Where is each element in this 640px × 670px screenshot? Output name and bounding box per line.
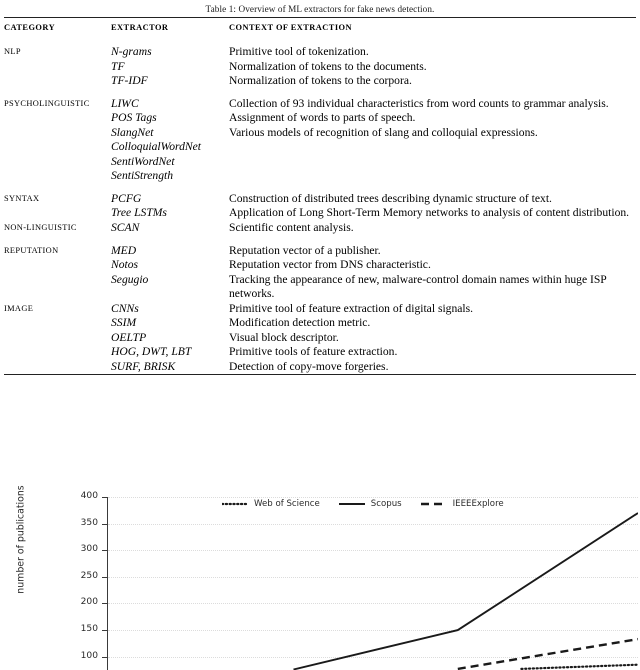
chart-series-ieeeexplore [458,639,638,669]
cell-extractor: PCFG [111,191,142,205]
chart-y-tick-label: 200 [80,597,98,608]
column-header-context: CONTEXT OF EXTRACTION [229,18,636,38]
cell-category: NLP [4,47,21,56]
chart-legend [222,499,504,509]
chart-y-tick-label: 350 [80,517,98,528]
chart-y-tick-mark [102,630,107,631]
cell-category [4,206,111,221]
cell-category [4,140,111,155]
legend-item-web-of-science[interactable] [222,499,320,509]
table-header-row [4,18,636,38]
cell-context: Application of Long Short-Term Memory networks to analysis of content distribution. [229,206,630,220]
table-row [4,331,636,346]
table-row [4,302,636,317]
table-row [4,126,636,141]
cell-extractor: POS Tags [111,111,157,125]
cell-category [4,155,111,170]
table-row [4,360,636,375]
legend-label: Scopus [370,499,402,509]
cell-extractor: SURF, BRISK [111,359,176,373]
cell-category: IMAGE [4,303,34,313]
legend-item-ieeeexplore[interactable] [421,499,504,509]
cell-extractor: LIWC [111,96,139,110]
cell-context: Reputation vector of a publisher. [229,243,381,257]
table-container [0,17,640,375]
chart-y-tick-label: 250 [80,570,98,581]
chart-y-tick-mark [102,524,107,525]
cell-context: Detection of copy-move forgeries. [229,359,389,373]
cell-extractor: CNNs [111,301,139,315]
cell-context: Construction of distributed trees describing dynamic structure of text. [229,191,552,205]
table-row [4,89,636,112]
cell-category: PSYCHOLINGUISTIC [4,98,90,108]
cell-extractor: Segugio [111,272,149,286]
cell-category [4,360,111,375]
cell-context: Primitive tool of feature extraction of digital signals. [229,301,474,315]
cell-category [4,345,111,360]
cell-category [4,111,111,126]
cell-extractor: N-grams [111,45,152,58]
cell-category: SYNTAX [4,193,40,203]
cell-extractor: SlangNet [111,125,154,139]
table-row [4,273,636,302]
cell-extractor: TF-IDF [111,74,148,88]
column-header-extractor: EXTRACTOR [111,18,229,38]
cell-context: Collection of 93 individual characteristics from word counts to grammar analysis. [229,96,609,110]
table-row [4,184,636,207]
cell-context: Scientific content analysis. [229,221,354,235]
cell-context: Normalization of tokens to the documents. [229,59,427,73]
table-body [4,37,636,374]
cell-context: Visual block descriptor. [229,330,339,344]
cell-context: Tracking the appearance of new, malware-control domain names within huge ISP networks. [229,272,607,301]
cell-context: Reputation vector from DNS characteristic. [229,258,431,272]
table-row [4,155,636,170]
legend-item-scopus[interactable] [339,499,402,509]
cell-category [4,74,111,89]
chart-series-scopus [294,513,639,670]
cell-context: Various models of recognition of slang and colloquial expressions. [229,125,538,139]
table-bottom-rule [4,374,636,375]
table-row [4,140,636,155]
table-caption: Table 1: Overview of ML extractors for fake news detection. [205,4,435,14]
chart-y-tick-mark [102,603,107,604]
cell-extractor: MED [111,243,137,257]
table-row [4,60,636,75]
cell-category: NON-LINGUISTIC [4,223,77,233]
cell-category [4,258,111,273]
cell-context: Normalization of tokens to the corpora. [229,74,412,88]
cell-category [4,316,111,331]
chart-y-tick-label: 150 [80,624,98,635]
chart-y-tick-mark [102,657,107,658]
cell-category [4,126,111,141]
cell-category [4,169,111,184]
publications-line-chart [0,478,640,670]
table-row [4,169,636,184]
chart-y-tick-mark [102,550,107,551]
table-row [4,345,636,360]
cell-context: Modification detection metric. [229,316,371,330]
table-row [4,316,636,331]
legend-label: Web of Science [254,499,320,509]
cell-context: Primitive tools of feature extraction. [229,345,398,359]
chart-y-tick-mark [102,577,107,578]
cell-context [229,155,636,170]
chart-plot-area [108,497,638,670]
table-row [4,37,636,60]
chart-series-layer [108,497,638,670]
chart-y-tick-label: 300 [80,544,98,555]
cell-category [4,273,111,302]
cell-extractor: HOG, DWT, LBT [111,345,192,359]
chart-y-tick-label: 100 [80,650,98,661]
chart-series-web-of-science [521,665,638,669]
legend-swatch-dashed [421,500,447,508]
cell-extractor: Notos [111,258,139,272]
cell-category: REPUTATION [4,245,59,255]
cell-extractor: SSIM [111,316,137,330]
table-row [4,236,636,259]
table-row [4,111,636,126]
table-row [4,206,636,221]
cell-context [229,169,636,184]
cell-context: Primitive tool of tokenization. [229,45,369,58]
ml-extractors-table [4,17,636,374]
table-row [4,74,636,89]
cell-context [229,140,636,155]
chart-y-axis-label: number of publications [15,485,27,594]
cell-category [4,331,111,346]
cell-extractor: Tree LSTMs [111,206,167,220]
table-row [4,258,636,273]
column-header-category: CATEGORY [4,18,111,38]
chart-y-tick-mark [102,497,107,498]
chart-y-tick-label: 400 [80,491,98,501]
cell-extractor: SCAN [111,221,140,235]
cell-extractor: TF [111,59,125,73]
table-head [4,18,636,38]
legend-swatch-solid [339,500,365,508]
cell-extractor: ColloquialWordNet [111,140,201,154]
legend-label: IEEEExplore [452,499,504,509]
cell-extractor: SentiWordNet [111,154,175,168]
cell-category [4,60,111,75]
cell-extractor: OELTP [111,330,147,344]
cell-extractor: SentiStrength [111,169,174,183]
cell-context: Assignment of words to parts of speech. [229,111,416,125]
legend-swatch-dotted [222,500,248,508]
table-row [4,221,636,236]
